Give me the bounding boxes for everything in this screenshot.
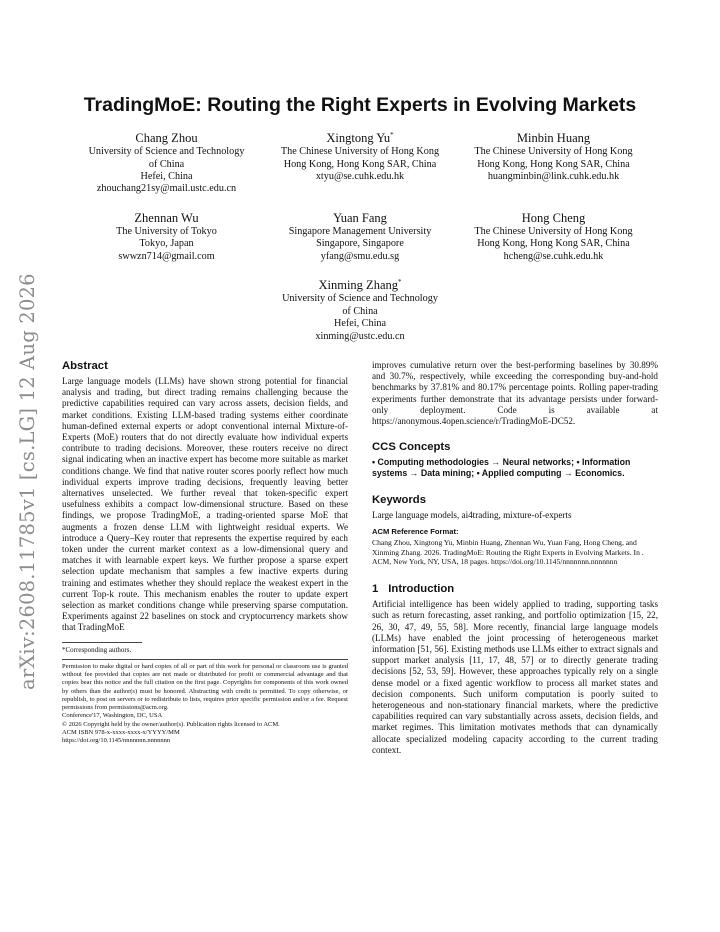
left-column: [62, 360, 348, 746]
author-row: [70, 128, 650, 196]
ccs-concepts: • Computing methodologies → Neural networks; • Information systems → Data mining; • Applied computing → Economics.: [372, 457, 631, 479]
author-affiliation: The University of Tokyo: [116, 225, 217, 237]
author-email: xtyu@se.cuhk.edu.hk: [315, 170, 405, 182]
author-block: [70, 128, 650, 355]
author-row: [70, 275, 650, 343]
author-affiliation: University of Science and Technology: [282, 293, 438, 305]
author-location: Hong Kong, Hong Kong SAR, China: [477, 158, 630, 170]
paper-title: TradingMoE: Routing the Right Experts in Evolving Markets: [83, 94, 637, 116]
arxiv-identifier[interactable]: arXiv:2608.11785v1 [cs.LG] 12 Aug 2026: [16, 273, 39, 690]
author-card: [264, 275, 457, 343]
introduction-heading: 1 Introduction: [372, 583, 455, 596]
author-card: [264, 128, 457, 196]
author-email: swwzn714@gmail.com: [118, 250, 215, 262]
author-name: Hong Cheng: [521, 210, 586, 225]
author-affiliation: The Chinese University of Hong Kong: [280, 146, 440, 158]
author-card: [457, 128, 650, 196]
permission-divider: [62, 659, 348, 660]
author-email: xinming@ustc.edu.cn: [315, 330, 405, 342]
ccs-heading: CCS Concepts: [372, 441, 451, 454]
author-location: Hefei, China: [140, 170, 193, 182]
keywords-heading: Keywords: [372, 493, 426, 506]
abstract-text: Large language models (LLMs) have shown strong potential for financial analysis and trading, but direct trading remains challenging because the predictive capabilities required can vary across assets, decision fields, and market conditions. Existing LLM-based trading systems either coordinate human-defined external experts or adopt conventional internal Mixture-of-Experts (MoE) routers that do not directly evaluate how individual experts contribute to trading decisions. Moreover, these routers receive no direct signal indicating when an inactive expert has become more suitable as market conditions change. We find that native router scores poorly reflect how much individual experts improve trading decisions, frequently leaving better alternatives unselected. We further reveal that token-specific expert usefulness exhibits a compact low-dimensional structure. Based on these findings, we propose TradingMoE, a trading-oriented sparse MoE that augments a frozen dense LLM with lightweight residual experts. We introduce a Query–Key router that represents the expertise required by each token under the current market context as a low-dimensional query and matches it with learnable expert keys. We further propose a sparse expert selection update mechanism that samples a few inactive experts during training and estimates whether they should replace the weakest expert in the current Top-k route. This mechanism enables the router to update expert selection as market conditions change while preserving sparse computation. Experiments against 22 baselines on stock and cryptocurrency markets show that TradingMoE: [62, 376, 348, 633]
acm-reference-text: Chang Zhou, Xingtong Yu, Minbin Huang, Zhennan Wu, Yuan Fang, Hong Cheng, and Xinming Zhang. 2026. TradingMoE: Routing the Right Experts in Evolving Markets. In . ACM, New York, NY, USA, 18 pages. https://doi.org/10.1145/nnnnnnn.nnnnnnn: [372, 537, 644, 567]
author-affiliation: University of Science and Technology: [88, 146, 245, 158]
author-email: yfang@smu.edu.sg: [320, 250, 400, 262]
abstract-heading: Abstract: [62, 360, 108, 372]
author-name: Yuan Fang: [333, 210, 387, 225]
author-name: Xingtong Yu*: [326, 131, 394, 146]
copyright-notice: © 2026 Copyright held by the owner/author(s). Publication rights licensed to ACM.: [62, 720, 280, 728]
conference-info: Conference'17, Washington, DC, USA: [62, 712, 163, 720]
author-card: [264, 208, 457, 263]
author-location: Hong Kong, Hong Kong SAR, China: [477, 238, 630, 250]
acm-reference-label: ACM Reference Format:: [372, 526, 459, 536]
author-email: zhouchang21sy@mail.ustc.edu.cn: [96, 183, 237, 195]
author-card: [457, 208, 650, 263]
author-location: Hefei, China: [333, 318, 387, 330]
author-row: [70, 208, 650, 263]
author-affiliation: of China: [342, 305, 378, 317]
doi-link[interactable]: https://doi.org/10.1145/nnnnnnn.nnnnnnn: [62, 737, 171, 745]
introduction-text: Artificial intelligence has been widely applied to trading, supporting tasks such as return forecasting, asset ranking, and portfolio optimization [15, 22, 26, 30, 47, 49, 55, 58]. More recently, financial large language models (LLMs) have enabled the joint processing of heterogeneous market information [51, 56]. Existing methods use LLMs either to extract signals and support market analysis [11, 17, 48, 57] or to directly generate trading decisions [52, 53, 59]. However, these approaches typically rely on a single dense model or a fixed agentic workflow to process all market states and decision components. Such uniform computation is poorly suited to heterogeneous and non-stationary financial markets, where the predictive capabilities required can vary substantially across assets, decision fields, and market regimes. This limitation motivates methods that can dynamically allocate specialized modeling capacity according to the current trading context.: [372, 599, 658, 755]
author-name: Chang Zhou: [135, 131, 198, 146]
corresponding-author-footnote: *Corresponding authors.: [62, 645, 132, 654]
author-location: Tokyo, Japan: [139, 238, 194, 250]
abstract-continued-text: improves cumulative return over the best-performing baselines by 30.89% and 30.7%, respectively, while exceeding the corresponding buy-and-hold benchmarks by 37.81% and 80.17% percentage points. Rolling paper-trading experiments further demonstrate that its advantage persists under forward-only deployment. Code is available at https://anonymous.4open.science/r/TradingMoE-DC52.: [372, 360, 658, 427]
author-affiliation: Singapore Management University: [288, 225, 432, 237]
footnote-divider: [62, 642, 142, 643]
author-name: Xinming Zhang*: [318, 278, 402, 293]
author-email: hcheng@se.cuhk.edu.hk: [503, 250, 604, 262]
permission-notice: Permission to make digital or hard copies of all or part of this work for personal or classroom use is granted without fee provided that copies are not made or distributed for profit or commercial advantage and that copies bear this notice and the full citation on the first page. Copyrights for components of this work owned by others than the author(s) must be honored. Abstracting with credit is permitted. To copy otherwise, or republish, to post on servers or to redistribute to lists, requires prior specific permission and/or a fee. Request permissions from permissions@acm.org.: [62, 662, 348, 712]
author-name: Minbin Huang: [516, 131, 591, 146]
author-card: [70, 208, 263, 263]
author-location: Hong Kong, Hong Kong SAR, China: [283, 158, 437, 170]
right-column: [372, 360, 658, 756]
author-name: Zhennan Wu: [134, 210, 199, 225]
author-email: huangminbin@link.cuhk.edu.hk: [487, 170, 620, 182]
author-affiliation: The Chinese University of Hong Kong: [474, 225, 633, 237]
author-location: Singapore, Singapore: [316, 238, 404, 250]
author-affiliation: of China: [148, 158, 185, 170]
keywords-text: Large language models, ai4trading, mixture-of-experts: [372, 509, 572, 520]
isbn: ACM ISBN 978-x-xxxx-xxxx-x/YYYY/MM: [62, 729, 180, 737]
author-card: [70, 128, 263, 196]
author-affiliation: The Chinese University of Hong Kong: [474, 146, 633, 158]
